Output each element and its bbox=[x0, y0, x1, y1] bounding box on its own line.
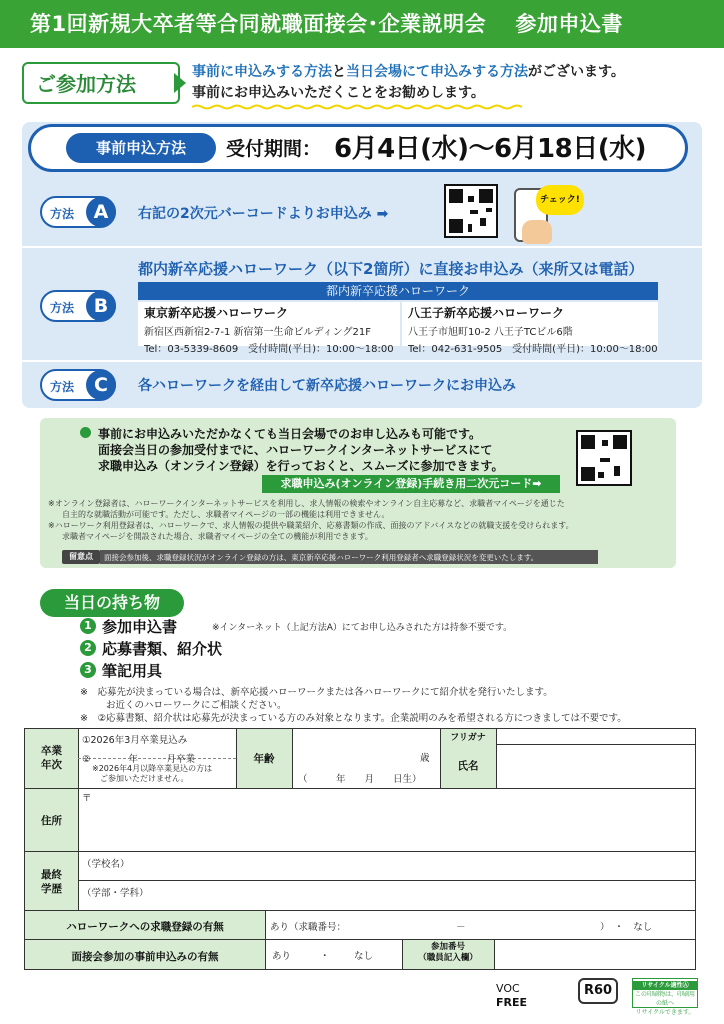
grid-line bbox=[24, 851, 696, 852]
grid-line bbox=[78, 880, 696, 881]
method-word: 方法 bbox=[50, 301, 75, 315]
method-c-letter: C bbox=[86, 370, 116, 400]
hellowork-heading: 都内新卒応援ハローワーク bbox=[138, 282, 658, 300]
birthdate-field[interactable]: （ 年 月 日生） bbox=[298, 774, 422, 785]
office-tokyo: 東京新卒応援ハローワーク 新宿区西新宿2-7-1 新宿第一生命ビルディング21F Tel：03-5339-8609 受付時間(平日)：10:00～18:00 bbox=[138, 302, 400, 346]
grid-line bbox=[265, 910, 266, 970]
grad-option-1[interactable]: ①2026年3月卒業見込み bbox=[82, 735, 188, 746]
notice-footnote: ※ハローワーク利用登録者は、ハローワークで、求人情報の提供や職業紹介、応募書類の作成、面接のアドバイスなどの就職支援を受けられます。 bbox=[48, 521, 574, 530]
furigana-field[interactable] bbox=[497, 729, 695, 744]
r60-logo: R60 bbox=[578, 978, 618, 1004]
recycle-head: リサイクル適性Ⓐ bbox=[633, 981, 697, 990]
name-label: 氏名 bbox=[457, 760, 479, 772]
howto-label: ご参加方法 bbox=[36, 72, 136, 96]
item-note: ※インターネット（上記方法A）にてお申し込みされた方は持参不要です。 bbox=[212, 623, 513, 633]
age-field[interactable]: 歳 bbox=[420, 753, 430, 764]
hand-icon bbox=[522, 220, 552, 244]
divider bbox=[22, 360, 702, 362]
method-c-text: 各ハローワークを経由して新卒応援ハローワークにお申込み bbox=[138, 378, 516, 394]
notice-footnote: ※オンライン登録者は、ハローワークインターネットサービスを利用し、求人情報の検索やオンライン自主応募など、求職者マイページを通じた bbox=[48, 499, 565, 508]
grad-year-label: 卒業 年次 bbox=[41, 745, 62, 771]
registration-yes-option[interactable]: あり（求職番号： bbox=[270, 922, 347, 933]
notice-footnote: 求職者マイページを開設された場合、求職者マイページの全ての機能が利用できます。 bbox=[62, 532, 373, 541]
method-a-letter: A bbox=[86, 197, 116, 227]
arrow-right-icon: ➡ bbox=[376, 206, 389, 222]
age-label: 年齢 bbox=[253, 753, 275, 765]
method-word: 方法 bbox=[50, 380, 75, 394]
period-label: 受付期間： bbox=[226, 138, 322, 160]
items-footnote: お近くのハローワークにご相談ください。 bbox=[106, 700, 287, 711]
pre-application-no[interactable]: なし bbox=[354, 951, 374, 962]
page-title: 第1回新規大卒者等合同就職面接会･企業説明会 参加申込書 bbox=[30, 12, 623, 36]
caution-tag: 留意点 bbox=[62, 550, 100, 564]
number-badge: 1 bbox=[80, 618, 96, 634]
item-label: 筆記用具 bbox=[102, 662, 163, 680]
qr-code-application[interactable] bbox=[444, 184, 498, 238]
method-a-text: 右記の2次元バーコードよりお申込み ➡ bbox=[138, 206, 389, 222]
name-field[interactable] bbox=[497, 745, 695, 787]
method-b-text: 都内新卒応援ハローワーク（以下2箇所）に直接お申込み（来所又は電話） bbox=[138, 260, 644, 278]
separator: ・ bbox=[320, 951, 330, 962]
office-hachioji: 八王子新卒応援ハローワーク 八王子市旭町10-2 八王子TCビル6階 Tel：042-631-9505 受付時間(平日)：10:00～18:00 bbox=[402, 302, 658, 346]
item-label: 応募書類、紹介状 bbox=[102, 640, 223, 658]
registration-label: ハローワークへの求職登録の有無 bbox=[66, 921, 224, 933]
grad-option-2[interactable]: ② 年 月卒業 bbox=[82, 754, 196, 765]
pre-application-label: 面接会参加の事前申込みの有無 bbox=[71, 951, 219, 963]
howto-method-advance: 事前に申込みする方法 bbox=[192, 64, 332, 80]
school-field[interactable]: （学校名） bbox=[82, 859, 130, 870]
item-label: 参加申込書 bbox=[102, 618, 178, 636]
method-b-letter: B bbox=[86, 291, 116, 321]
check-badge: チェック! bbox=[536, 185, 584, 215]
qr-code-online-registration[interactable] bbox=[576, 430, 632, 486]
notice-footnote: 自主的な就職活動が可能です。ただし、求職者マイページの一部の機能は利用できません。 bbox=[62, 510, 390, 519]
period-tag: 事前申込方法 bbox=[66, 133, 216, 163]
grid-line bbox=[24, 910, 696, 911]
howto-method-onsite: 当日会場にて申込みする方法 bbox=[346, 64, 528, 80]
address-label: 住所 bbox=[41, 815, 62, 827]
items-footnote: ※ 応募先が決まっている場合は、新卒応援ハローワークまたは各ハローワークにて紹介状を発行いたします。 bbox=[80, 687, 553, 698]
grad-note: ※2026年4月以降卒業見込の方は ご参加いただけません。 bbox=[92, 764, 213, 783]
address-field[interactable]: 〒 bbox=[82, 793, 92, 804]
caution-text: 面接会参加後、求職登録状況がオンライン登録の方は、東京新卒応援ハローワーク利用登録者へ求職登録状況を変更いたします。 bbox=[104, 553, 539, 562]
wavy-underline bbox=[192, 104, 522, 110]
education-label: 最終 学歴 bbox=[41, 869, 62, 895]
howto-arrow-icon bbox=[174, 73, 186, 93]
number-badge: 2 bbox=[80, 640, 96, 656]
online-registration-qr-label: 求職申込み(オンライン登録)手続き用二次元コード➡ bbox=[262, 475, 560, 493]
voc-free-logo: FREE bbox=[496, 996, 528, 1009]
registration-number-dash: － bbox=[456, 922, 466, 933]
notice-line: 求職申込み（オンライン登録）を行っておくと、スムーズに参加できます。 bbox=[98, 459, 504, 473]
howto-recommend: 事前にお申込みいただくことをお勧めします。 bbox=[192, 85, 485, 101]
pre-application-yes[interactable]: あり bbox=[272, 951, 292, 962]
notice-line: 事前にお申込みいただかなくても当日会場でのお申し込みも可能です。 bbox=[98, 427, 482, 441]
registration-no-option[interactable]: ） ・ なし bbox=[600, 922, 653, 933]
participant-number-label: 参加番号 （職員記入欄） bbox=[418, 942, 478, 963]
period-dates: 6月4日(水)～6月18日(水) bbox=[334, 134, 646, 164]
number-badge: 3 bbox=[80, 662, 96, 678]
items-footnote: ※ ②応募書類、紹介状は応募先が決まっている方のみ対象となります。企業説明のみを希望される方につきましては不要です。 bbox=[80, 713, 627, 724]
items-heading: 当日の持ち物 bbox=[40, 589, 184, 617]
notice-line: 面接会当日の参加受付までに、ハローワークインターネットサービスにて bbox=[98, 443, 493, 457]
grid-line bbox=[24, 788, 696, 789]
recycle-text: この印刷物は、印刷用の紙へ リサイクルできます。 bbox=[634, 991, 695, 1016]
furigana-label: フリガナ bbox=[450, 733, 486, 743]
divider bbox=[22, 246, 702, 248]
recycle-mark bbox=[632, 978, 698, 1016]
grid-line bbox=[78, 728, 79, 910]
howto-text: 事前に申込みする方法と当日会場にて申込みする方法がございます。 事前にお申込みいただくことをお勧めします。 bbox=[192, 62, 625, 104]
voc-logo: VOC bbox=[496, 982, 520, 995]
participant-number-field[interactable] bbox=[495, 940, 695, 969]
grid-line bbox=[292, 728, 293, 788]
bullet-icon bbox=[80, 427, 91, 438]
faculty-field[interactable]: （学部・学科） bbox=[82, 888, 149, 899]
method-word: 方法 bbox=[50, 207, 75, 221]
